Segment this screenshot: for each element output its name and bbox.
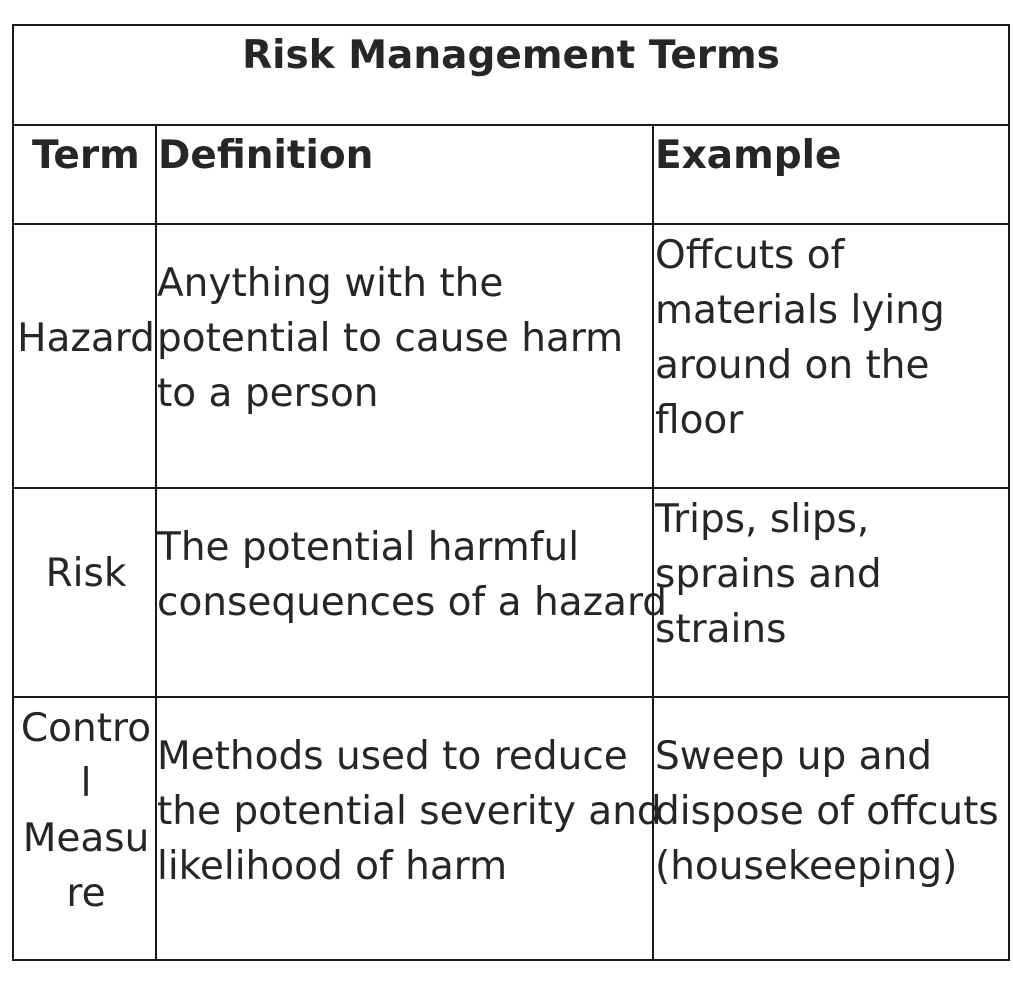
definition-cell bbox=[157, 256, 623, 421]
example-line: sprains and bbox=[655, 552, 882, 597]
row-divider bbox=[14, 696, 1008, 698]
header-definition: Definition bbox=[158, 133, 374, 178]
definition-line: likelihood of harm bbox=[157, 844, 508, 889]
term-cell bbox=[16, 701, 156, 921]
definition-line: the potential severity and bbox=[157, 789, 662, 834]
row-divider bbox=[14, 487, 1008, 489]
row-divider bbox=[14, 223, 1008, 225]
term-cell bbox=[16, 311, 156, 366]
definition-line: Anything with the bbox=[157, 261, 504, 306]
example-line: Trips, slips, bbox=[655, 497, 870, 542]
row-divider bbox=[14, 124, 1008, 126]
example-cell bbox=[655, 492, 882, 657]
example-line: around on the bbox=[655, 343, 930, 388]
term-text: Hazard bbox=[17, 316, 155, 361]
definition-cell bbox=[157, 520, 667, 630]
definition-line: to a person bbox=[157, 371, 379, 416]
definition-line: Methods used to reduce bbox=[157, 734, 628, 779]
example-cell bbox=[655, 729, 999, 894]
header-term: Term bbox=[32, 133, 140, 178]
term-text: Risk bbox=[45, 551, 127, 596]
example-line: (housekeeping) bbox=[655, 844, 958, 889]
term-line: Contro bbox=[20, 706, 152, 751]
definition-line: The potential harmful bbox=[157, 525, 580, 570]
example-cell bbox=[655, 228, 945, 448]
header-example: Example bbox=[655, 133, 842, 178]
example-line: materials lying bbox=[655, 288, 945, 333]
example-line: floor bbox=[655, 398, 744, 443]
example-line: Offcuts of bbox=[655, 233, 845, 278]
example-line: Sweep up and bbox=[655, 734, 933, 779]
definition-cell bbox=[157, 729, 662, 894]
term-line: Measu bbox=[22, 816, 150, 861]
example-line: strains bbox=[655, 607, 787, 652]
example-line: dispose of offcuts bbox=[655, 789, 999, 834]
definition-line: consequences of a hazard bbox=[157, 580, 668, 625]
table-title: Risk Management Terms bbox=[242, 33, 780, 78]
term-line: re bbox=[66, 871, 106, 916]
term-cell bbox=[16, 546, 156, 601]
risk-management-table bbox=[12, 24, 1010, 961]
definition-line: potential to cause harm bbox=[157, 316, 624, 361]
term-line: l bbox=[80, 761, 92, 806]
